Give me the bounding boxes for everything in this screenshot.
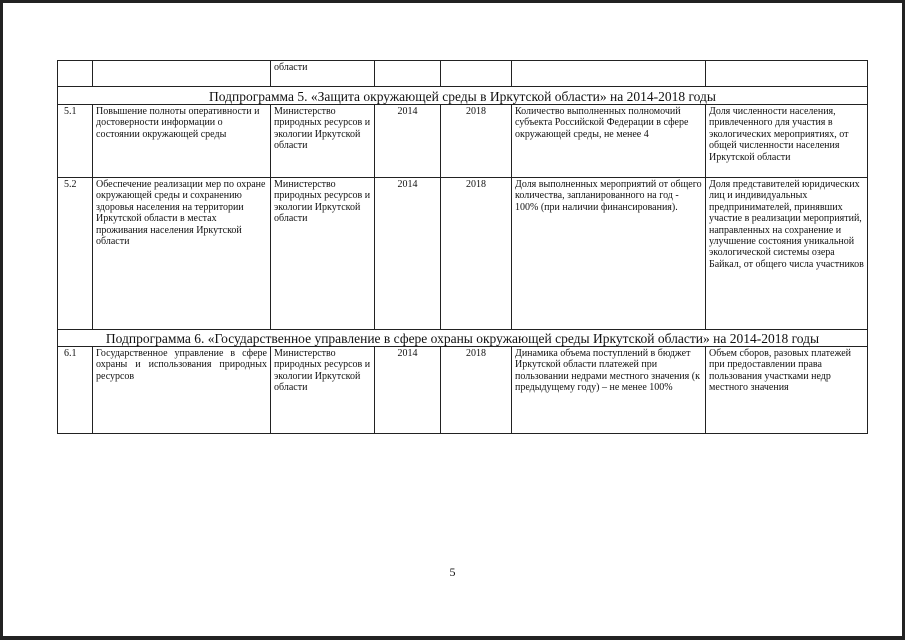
scan-border-left xyxy=(0,0,3,640)
cell-result xyxy=(512,61,706,87)
cell-indicator xyxy=(706,61,868,87)
cell-result: Динамика объема поступлений в бюджет Иркутской области платежей при пользовании недрами местного значения (к предыдущему году) – не менее 100% xyxy=(512,347,706,434)
cell-end-year: 2018 xyxy=(441,347,512,434)
cell-result: Количество выполненных полномочий субъекта Российской Федерации в сфере окружающей среды, не менее 4 xyxy=(512,105,706,178)
page-number: 5 xyxy=(449,565,456,579)
cell-end-year: 2018 xyxy=(441,105,512,178)
cell-num: 6.1 xyxy=(58,347,93,434)
cell-start-year: 2014 xyxy=(375,105,441,178)
cell-measure: Государственное управление в сфере охраны и использования природных ресурсов xyxy=(93,347,271,434)
cell-responsible: Министерство природных ресурсов и экологии Иркутской области xyxy=(271,347,375,434)
cell-measure: Обеспечение реализации мер по охране окружающей среды и сохранению здоровья населения на территории Иркутской области в местах проживания населения Иркутской области xyxy=(93,178,271,330)
subprogram-6-heading-row xyxy=(58,330,868,347)
cell-responsible: Министерство природных ресурсов и экологии Иркутской области xyxy=(271,105,375,178)
cell-num: 5.1 xyxy=(58,105,93,178)
cell-indicator: Объем сборов, разовых платежей при предоставлении права пользования участками недр местного значения xyxy=(706,347,868,434)
subprogram-5-heading-row xyxy=(58,87,868,105)
cell-measure: Повышение полноты оперативности и достоверности информации о состоянии окружающей среды xyxy=(93,105,271,178)
program-measures-table xyxy=(57,60,868,434)
cell-end-year xyxy=(441,61,512,87)
table-row-continuation xyxy=(58,61,868,87)
cell-measure xyxy=(93,61,271,87)
scan-border-top xyxy=(0,0,905,3)
cell-start-year: 2014 xyxy=(375,347,441,434)
cell-indicator: Доля представителей юридических лиц и индивидуальных предпринимателей, принявших участие в реализации мероприятий, направленных на сохранение и улучшение состояния уникальной экологической системы озера Байкал, от общего числа участников xyxy=(706,178,868,330)
cell-responsible: Министерство природных ресурсов и экологии Иркутской области xyxy=(271,178,375,330)
cell-start-year: 2014 xyxy=(375,178,441,330)
scan-border-bottom xyxy=(0,636,905,640)
cell-indicator: Доля численности населения, привлеченного для участия в экологических мероприятиях, от общей численности населения Иркутской области xyxy=(706,105,868,178)
cell-responsible: области xyxy=(271,61,375,87)
cell-start-year xyxy=(375,61,441,87)
cell-num: 5.2 xyxy=(58,178,93,330)
cell-num xyxy=(58,61,93,87)
subprogram-5-heading: Подпрограмма 5. «Защита окружающей среды в Иркутской области» на 2014-2018 годы xyxy=(58,87,868,105)
table-row xyxy=(58,105,868,178)
cell-result: Доля выполненных мероприятий от общего количества, запланированного на год - 100% (при наличии финансирования). xyxy=(512,178,706,330)
subprogram-6-heading: Подпрограмма 6. «Государственное управление в сфере охраны окружающей среды Иркутской области» на 2014-2018 годы xyxy=(58,330,868,347)
table-row xyxy=(58,178,868,330)
cell-end-year: 2018 xyxy=(441,178,512,330)
table-row xyxy=(58,347,868,434)
